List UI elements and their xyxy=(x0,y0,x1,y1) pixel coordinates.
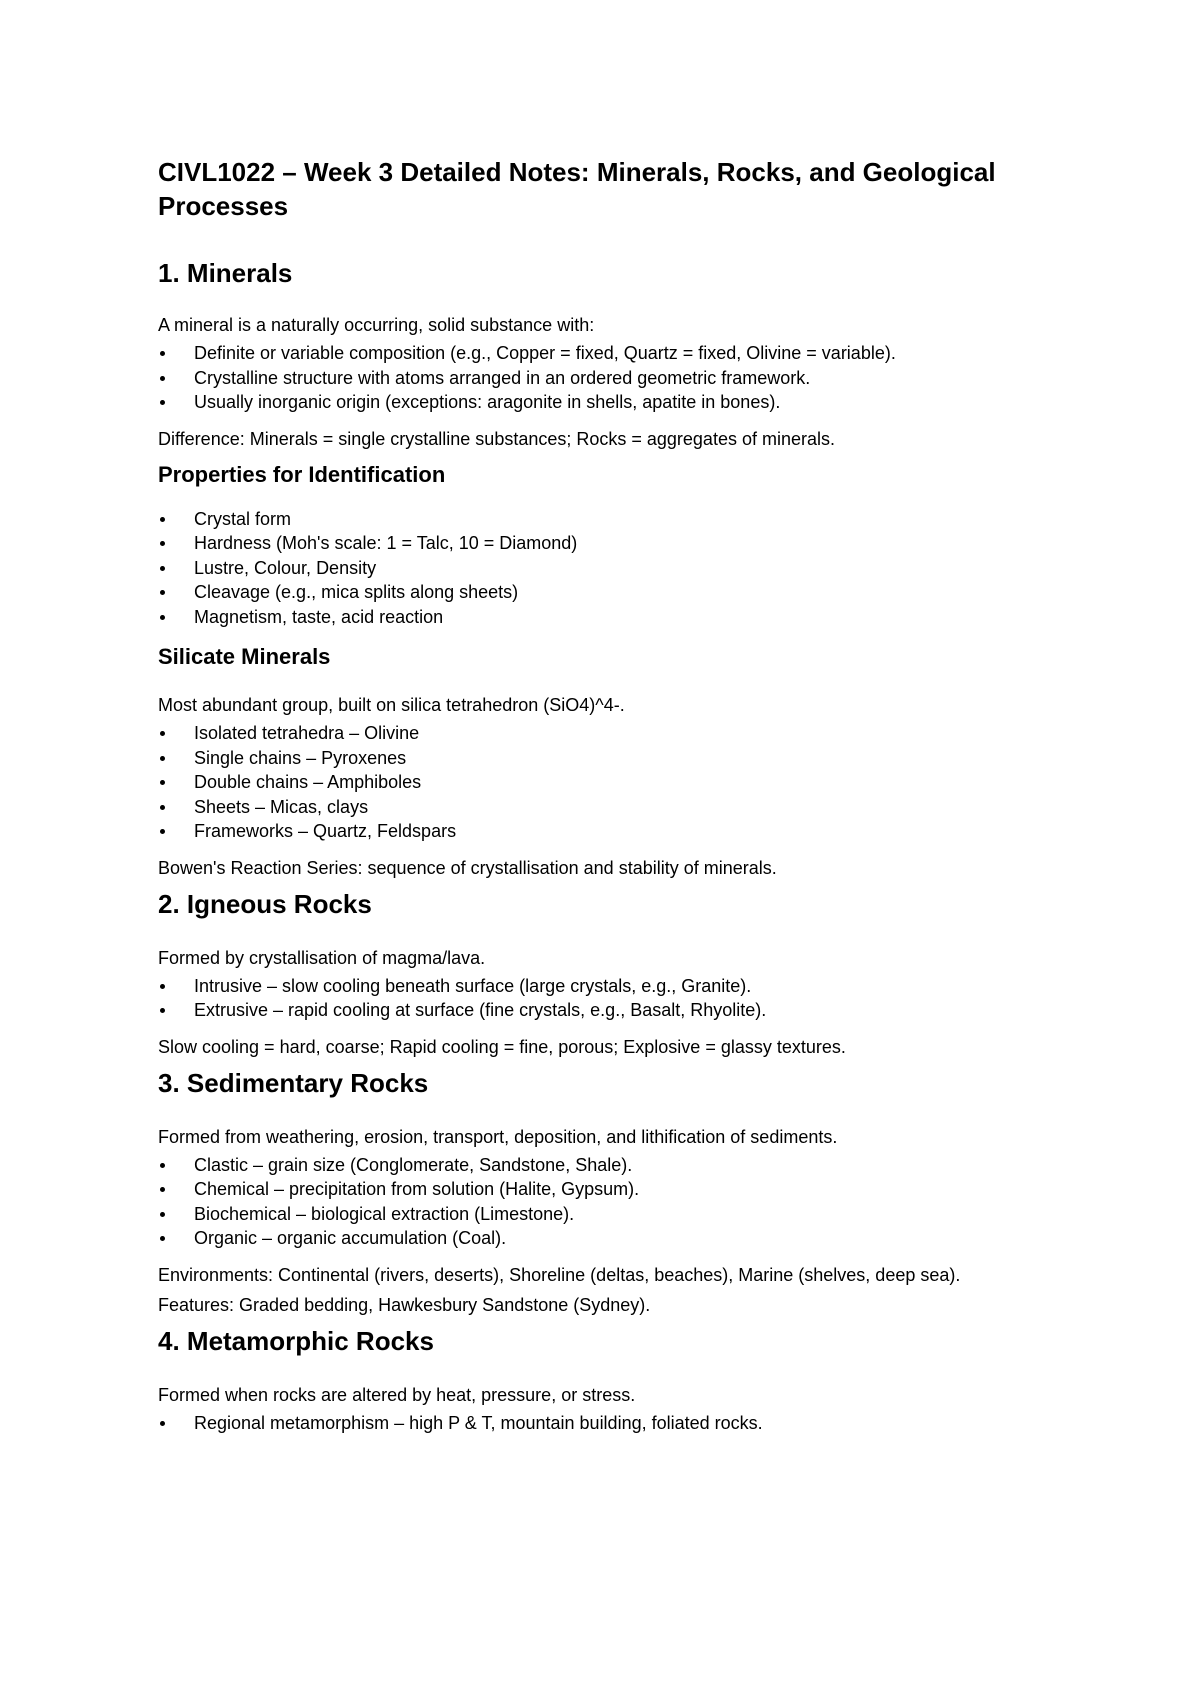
minerals-definition-list xyxy=(158,341,1038,415)
bowen-series-note: Bowen's Reaction Series: sequence of crystallisation and stability of minerals. xyxy=(158,857,777,878)
igneous-cooling-note: Slow cooling = hard, coarse; Rapid cooling = fine, porous; Explosive = glassy textures. xyxy=(158,1036,846,1057)
section-heading-minerals: 1. Minerals xyxy=(158,258,293,288)
list-item: Crystalline structure with atoms arranged in an ordered geometric framework. xyxy=(158,366,1038,391)
list-item: Frameworks – Quartz, Feldspars xyxy=(158,819,1038,844)
minerals-intro: A mineral is a naturally occurring, solid substance with: xyxy=(158,315,595,335)
list-item: Biochemical – biological extraction (Limestone). xyxy=(158,1202,1038,1227)
sedimentary-list xyxy=(158,1153,1038,1251)
list-item: Lustre, Colour, Density xyxy=(158,556,1038,581)
document-title: CIVL1022 – Week 3 Detailed Notes: Minerals, Rocks, and Geological Processes xyxy=(158,157,996,221)
sedimentary-intro: Formed from weathering, erosion, transport, deposition, and lithification of sediments. xyxy=(158,1126,838,1147)
metamorphic-list xyxy=(158,1411,1038,1436)
minerals-difference: Difference: Minerals = single crystalline substances; Rocks = aggregates of minerals. xyxy=(158,428,835,449)
subheading-properties: Properties for Identification xyxy=(158,461,446,487)
list-item: Double chains – Amphiboles xyxy=(158,770,1038,795)
igneous-list xyxy=(158,974,1038,1023)
list-item: Crystal form xyxy=(158,507,1038,532)
list-item: Usually inorganic origin (exceptions: aragonite in shells, apatite in bones). xyxy=(158,390,1038,415)
metamorphic-intro: Formed when rocks are altered by heat, pressure, or stress. xyxy=(158,1384,636,1405)
list-item: Cleavage (e.g., mica splits along sheets) xyxy=(158,580,1038,605)
list-item: Organic – organic accumulation (Coal). xyxy=(158,1226,1038,1251)
list-item: Chemical – precipitation from solution (Halite, Gypsum). xyxy=(158,1177,1038,1202)
properties-list xyxy=(158,507,1038,630)
list-item: Extrusive – rapid cooling at surface (fine crystals, e.g., Basalt, Rhyolite). xyxy=(158,998,1038,1023)
list-item: Hardness (Moh's scale: 1 = Talc, 10 = Diamond) xyxy=(158,531,1038,556)
section-heading-sedimentary: 3. Sedimentary Rocks xyxy=(158,1067,429,1098)
section-heading-igneous: 2. Igneous Rocks xyxy=(158,888,372,919)
silicates-intro: Most abundant group, built on silica tetrahedron (SiO4)^4-. xyxy=(158,695,625,715)
list-item: Sheets – Micas, clays xyxy=(158,795,1038,820)
document-page xyxy=(158,155,1038,1447)
list-item: Regional metamorphism – high P & T, mountain building, foliated rocks. xyxy=(158,1411,1038,1436)
list-item: Intrusive – slow cooling beneath surface (large crystals, e.g., Granite). xyxy=(158,974,1038,999)
silicates-list xyxy=(158,721,1038,844)
igneous-intro: Formed by crystallisation of magma/lava. xyxy=(158,947,486,968)
section-heading-metamorphic: 4. Metamorphic Rocks xyxy=(158,1325,434,1356)
list-item: Definite or variable composition (e.g., Copper = fixed, Quartz = fixed, Olivine = variable). xyxy=(158,341,1038,366)
sedimentary-features: Features: Graded bedding, Hawkesbury Sandstone (Sydney). xyxy=(158,1294,651,1315)
list-item: Magnetism, taste, acid reaction xyxy=(158,605,1038,630)
subheading-silicates: Silicate Minerals xyxy=(158,644,331,669)
list-item: Isolated tetrahedra – Olivine xyxy=(158,721,1038,746)
list-item: Clastic – grain size (Conglomerate, Sandstone, Shale). xyxy=(158,1153,1038,1178)
list-item: Single chains – Pyroxenes xyxy=(158,746,1038,771)
sedimentary-environments: Environments: Continental (rivers, deserts), Shoreline (deltas, beaches), Marine (shelves, deep sea). xyxy=(158,1264,961,1285)
